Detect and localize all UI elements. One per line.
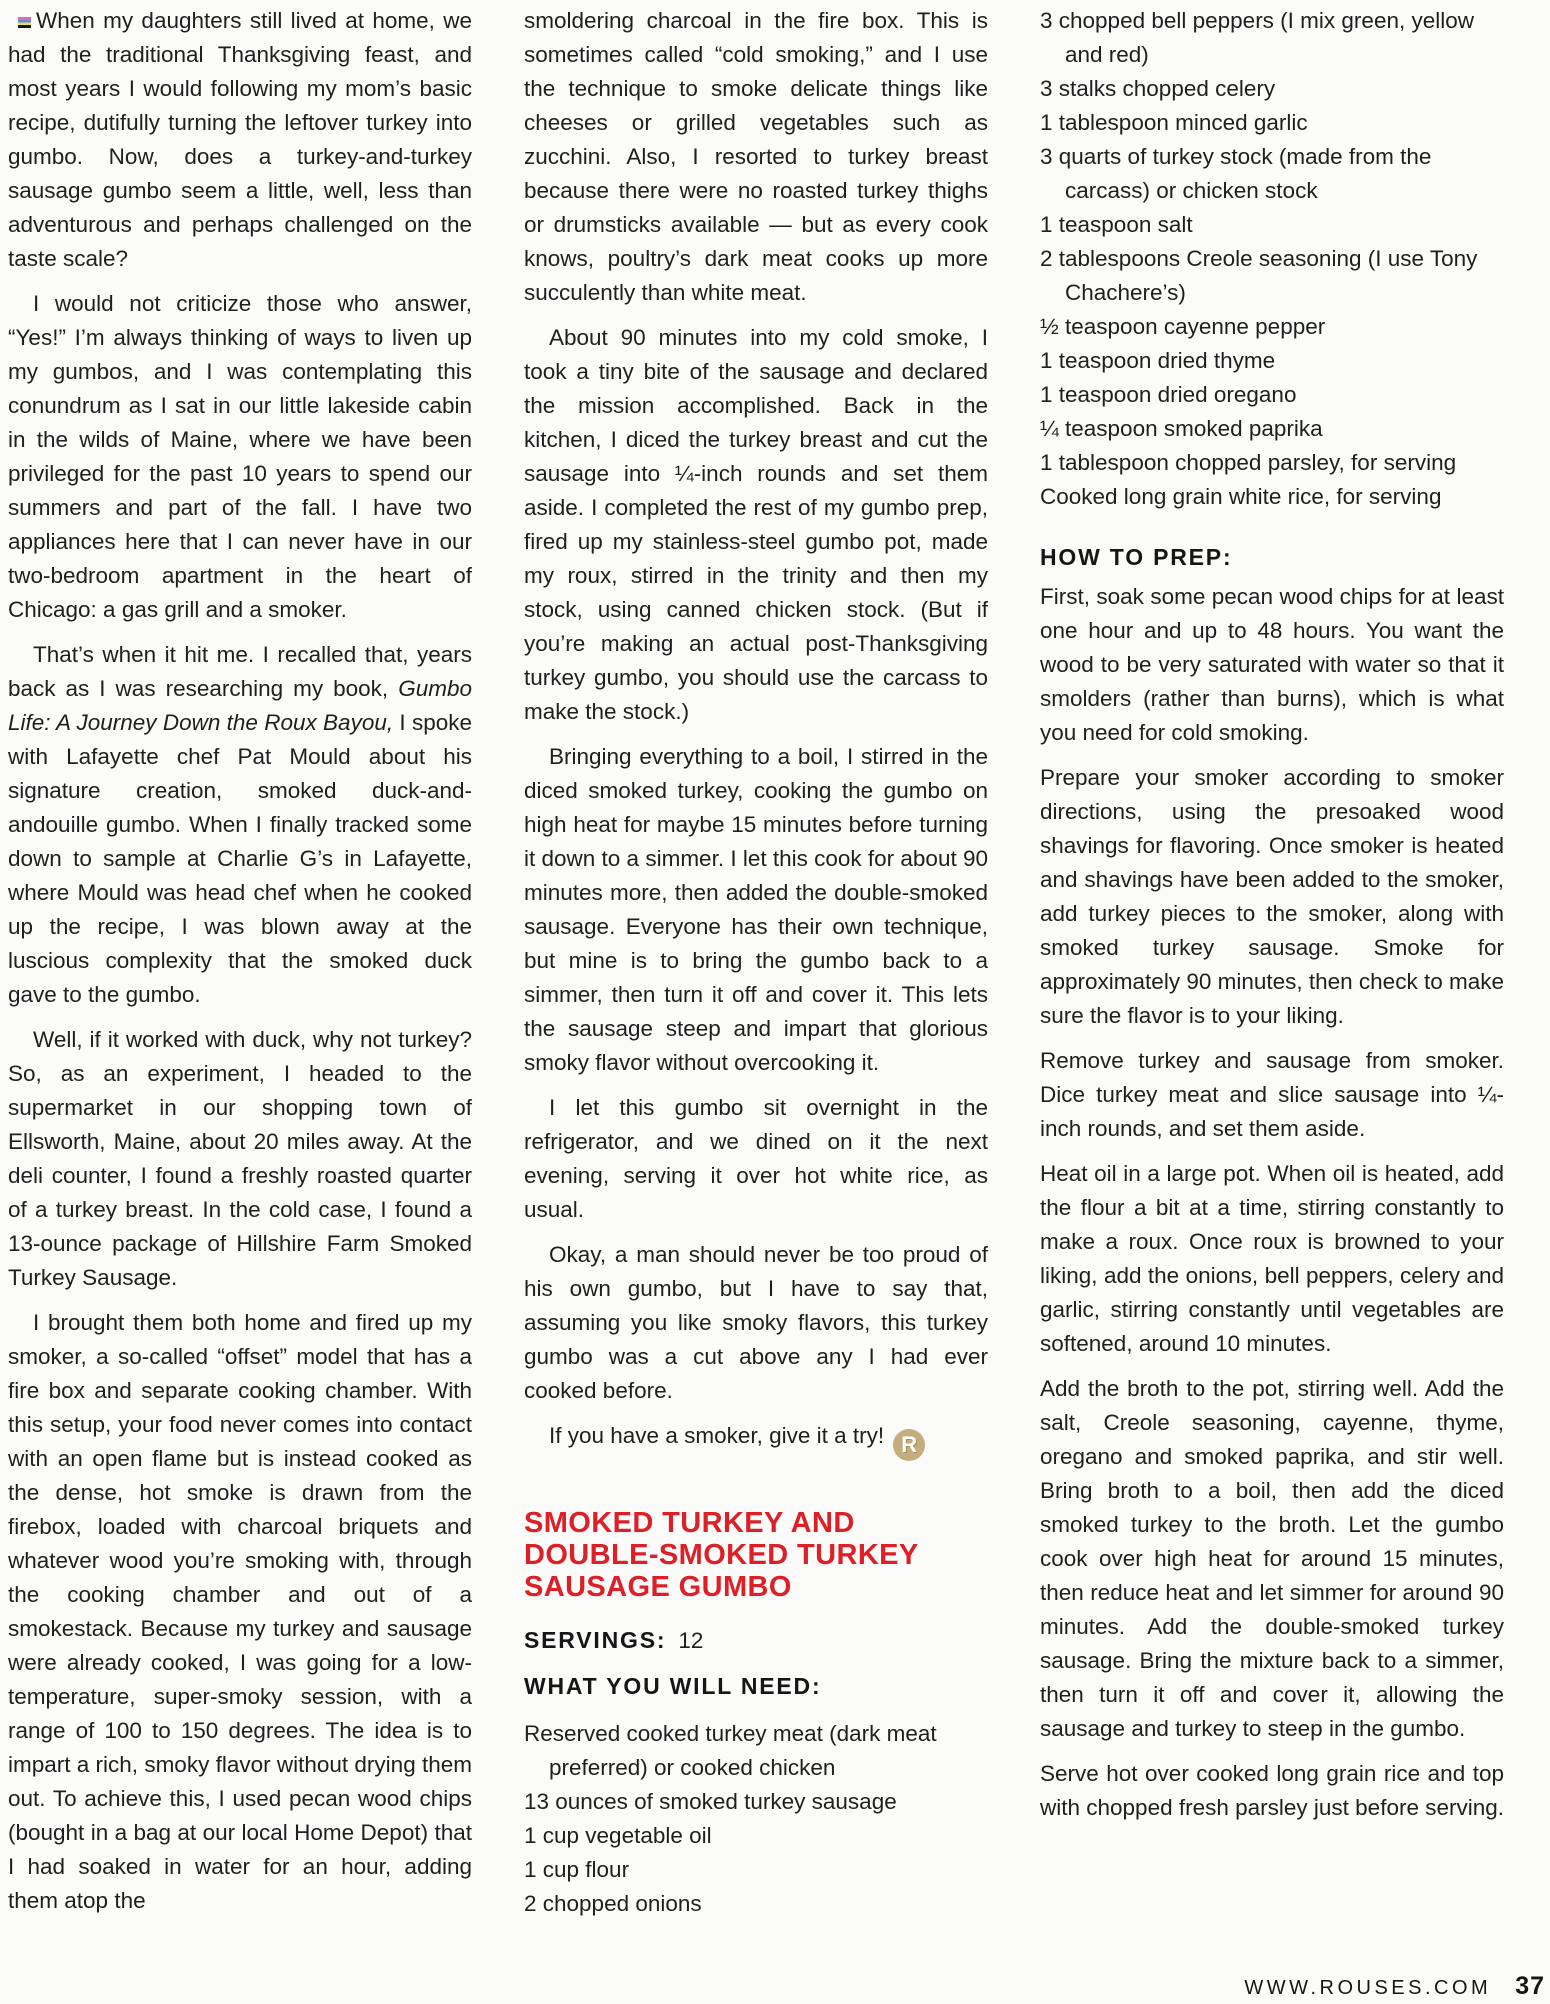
paragraph-continuation: smoldering charcoal in the fire box. This is sometimes called “cold smoking,” and I use the technique to smoke delicate things like cheeses or grilled vegetables such as zucchini. Also, I resorted to turkey breast because there were no roasted turkey thighs or drumsticks available — but as every cook knows, poultry’s dark meat cooks up more succulently than white meat. <box>524 8 988 305</box>
ingredient: ¼ teaspoon smoked paprika <box>1040 416 1323 441</box>
rouses-r-logo-icon <box>893 1429 925 1461</box>
ingredient: 1 cup vegetable oil <box>524 1823 712 1848</box>
prep-step: Serve hot over cooked long grain rice and top with chopped fresh parsley just before serving. <box>1040 1761 1504 1820</box>
ingredient: 1 tablespoon minced garlic <box>1040 110 1308 135</box>
ingredient-list-part-1 <box>524 1717 988 1921</box>
ingredient: 2 tablespoons Creole seasoning (I use Tony Chachere’s) <box>1040 246 1478 305</box>
ingredient: 1 teaspoon dried thyme <box>1040 348 1276 373</box>
servings-line <box>524 1623 988 1658</box>
prep-step: Add the broth to the pot, stirring well. Add the salt, Creole seasoning, cayenne, thyme, oregano and smoked paprika, and stir well. Bring broth to a boil, then add the diced smoked turkey to the broth. Let the gumbo cook over high heat for around 15 minutes, then reduce heat and let simmer for around 90 minutes. Add the double-smoked turkey sausage. Bring the mixture back to a simmer, then turn it off and cover it, allowing the sausage and turkey to steep in the gumbo. <box>1040 1376 1504 1741</box>
paragraph: Okay, a man should never be too proud of his own gumbo, but I have to say that, assuming you like smoky flavors, this turkey gumbo was a cut above any I had ever cooked before. <box>524 1242 988 1403</box>
prep-step: First, soak some pecan wood chips for at least one hour and up to 48 hours. You want the wood to be very saturated with water so that it smolders (rather than burns), which is what you need for cold smoking. <box>1040 584 1504 745</box>
prep-step: Prepare your smoker according to smoker directions, using the presoaked wood shavings for flavoring. Once smoker is heated and shavings have been added to the smoker, add turkey pieces to the smoker, along with smoked turkey sausage. Smoke for approximately 90 minutes, then check to make sure the flavor is to your liking. <box>1040 765 1504 1028</box>
paragraph: Bringing everything to a boil, I stirred in the diced smoked turkey, cooking the gumbo on high heat for maybe 15 minutes before turning it down to a simmer. I let this cook for about 90 minutes more, then added the double-smoked sausage. Everyone has their own technique, but mine is to bring the gumbo back to a simmer, then turn it off and cover it. This lets the sausage steep and impart that glorious smoky flavor without overcooking it. <box>524 744 988 1075</box>
ingredient: 2 chopped onions <box>524 1891 702 1916</box>
ingredient: ½ teaspoon cayenne pepper <box>1040 314 1326 339</box>
prep-step: Remove turkey and sausage from smoker. Dice turkey meat and slice sausage into ¼-inch rounds, and set them aside. <box>1040 1048 1504 1141</box>
paragraph: I would not criticize those who answer, “Yes!” I’m always thinking of ways to liven up my gumbos, and I was contemplating this conundrum as I sat in our little lakeside cabin in the wilds of Maine, where we have been privileged for the past 10 years to spend our summers and part of the fall. I have two appliances here that I can never have in our two-bedroom apartment in the heart of Chicago: a gas grill and a smoker. <box>8 291 472 622</box>
ingredient: 3 quarts of turkey stock (made from the carcass) or chicken stock <box>1040 144 1432 203</box>
logo-letter: R <box>901 1432 918 1457</box>
paragraph-text: That’s when it hit me. I recalled that, years back as I was researching my book, <box>8 642 472 701</box>
servings-label: SERVINGS: <box>524 1627 667 1653</box>
column-3 <box>1040 4 1504 1929</box>
paragraph-opening <box>8 4 472 276</box>
paragraph-with-book-title <box>8 638 472 1012</box>
servings-value: 12 <box>678 1628 704 1653</box>
striped-flag-icon <box>18 17 31 28</box>
ingredient: Reserved cooked turkey meat (dark meat preferred) or cooked chicken <box>524 1721 937 1780</box>
ingredient: 1 cup flour <box>524 1857 630 1882</box>
paragraph-text: When my daughters still lived at home, we had the traditional Thanksgiving feast, and most years I would following my mom’s basic recipe, dutifully turning the leftover turkey into gumbo. Now, does a turkey-and-turkey sausage gumbo seem a little, well, less than adventurous and perhaps challenged on the taste scale? <box>8 8 472 271</box>
prep-step: Heat oil in a large pot. When oil is heated, add the flour a bit at a time, stirring constantly to make a roux. Once roux is browned to your liking, add the onions, bell peppers, celery and garlic, stirring constantly until vegetables are softened, around 10 minutes. <box>1040 1161 1504 1356</box>
ingredient-list-part-2 <box>1040 4 1504 514</box>
page-columns <box>8 4 1504 1929</box>
ingredient: 13 ounces of smoked turkey sausage <box>524 1789 897 1814</box>
page-footer <box>1244 1972 1545 2001</box>
paragraph: Well, if it worked with duck, why not turkey? So, as an experiment, I headed to the supermarket in our shopping town of Ellsworth, Maine, about 20 miles away. At the deli counter, I found a freshly roasted quarter of a turkey breast. In the cold case, I found a 13-ounce package of Hillshire Farm Smoked Turkey Sausage. <box>8 1027 472 1290</box>
ingredient: 1 teaspoon dried oregano <box>1040 382 1297 407</box>
book-title: Gumbo Life: A Journey Down the Roux Bayou, <box>8 676 472 735</box>
recipe-title: SMOKED TURKEY AND DOUBLE-SMOKED TURKEY SAUSAGE GUMBO <box>524 1507 919 1603</box>
paragraph: I let this gumbo sit overnight in the refrigerator, and we dined on it the next evening, serving it over hot white rice, as usual. <box>524 1095 988 1222</box>
column-1 <box>8 4 472 1929</box>
ingredient: 1 teaspoon salt <box>1040 212 1193 237</box>
closing-text: If you have a smoker, give it a try! <box>549 1423 885 1448</box>
page-number: 37 <box>1515 1972 1545 2000</box>
column-2 <box>524 4 988 1929</box>
prep-steps <box>1040 580 1504 1825</box>
article-closing-line <box>524 1419 988 1461</box>
ingredient: 3 chopped bell peppers (I mix green, yellow and red) <box>1040 8 1474 67</box>
ingredient: 3 stalks chopped celery <box>1040 76 1276 101</box>
ingredients-heading: WHAT YOU WILL NEED: <box>524 1673 822 1699</box>
website-url: WWW.ROUSES.COM <box>1244 1977 1492 1999</box>
ingredient: 1 tablespoon chopped parsley, for serving <box>1040 450 1457 475</box>
paragraph: I brought them both home and fired up my smoker, a so-called “offset” model that has a fire box and separate cooking chamber. With this setup, your food never comes into contact with an open flame but is instead cooked as the dense, hot smoke is drawn from the firebox, loaded with charcoal briquets and whatever wood you’re smoking with, through the cooking chamber and out of a smokestack. Because my turkey and sausage were already cooked, I was going for a low-temperature, super-smoky session, with a range of 100 to 150 degrees. The idea is to impart a rich, smoky flavor without drying them out. To achieve this, I used pecan wood chips (bought in a bag at our local Home Depot) that I had soaked in water for an hour, adding them atop the <box>8 1310 472 1913</box>
paragraph: About 90 minutes into my cold smoke, I took a tiny bite of the sausage and declared the mission accomplished. Back in the kitchen, I diced the turkey breast and cut the sausage into ¼-inch rounds and set them aside. I completed the rest of my gumbo prep, fired up my stainless-steel gumbo pot, made my roux, stirred in the trinity and then my stock, using canned chicken stock. (But if you’re making an actual post-Thanksgiving turkey gumbo, you should use the carcass to make the stock.) <box>524 325 988 724</box>
prep-heading: HOW TO PREP: <box>1040 544 1233 570</box>
paragraph-text: I spoke with Lafayette chef Pat Mould about his signature creation, smoked duck-and-andouille gumbo. When I finally tracked some down to sample at Charlie G’s in Lafayette, where Mould was head chef when he cooked up the recipe, I was blown away at the luscious complexity that the smoked duck gave to the gumbo. <box>8 710 473 1007</box>
ingredient: Cooked long grain white rice, for serving <box>1040 484 1442 509</box>
